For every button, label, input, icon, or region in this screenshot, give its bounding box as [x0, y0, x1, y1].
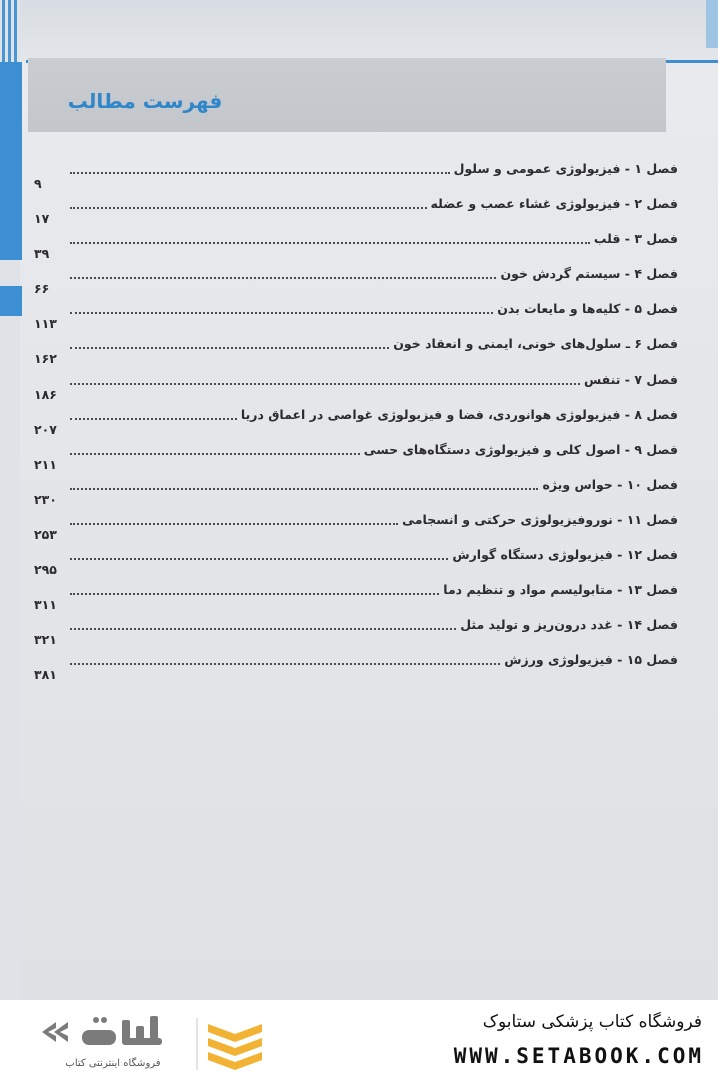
- toc-leader-dots: [70, 418, 237, 420]
- toc-row: [34, 472, 678, 507]
- toc-chapter-title: فصل ۵ - کلیه‌ها و مایعات بدن: [497, 301, 678, 317]
- toc-chapter-title: فصل ۶ ـ سلول‌های خونی، ایمنی و انعقاد خون: [393, 336, 678, 352]
- toc-leader-dots: [70, 628, 456, 630]
- toc-leader-dots: [70, 453, 360, 455]
- toc-leader-dots: [70, 383, 580, 385]
- toc-chapter-title: فصل ۱۱ - نوروفیزیولوژی حرکتی و انسجامی: [402, 511, 678, 527]
- toc-chapter-title: فصل ۳ - قلب: [593, 231, 678, 247]
- toc-chapter-title: فصل ۷ - تنفس: [583, 371, 678, 387]
- toc-row: [34, 367, 678, 402]
- table-of-contents: [34, 156, 678, 682]
- toc-chapter-title: فصل ۹ - اصول کلی و فیزیولوژی دستگاه‌های حسی: [363, 441, 678, 457]
- logo-divider: [196, 1018, 198, 1070]
- toc-row: [34, 226, 678, 261]
- page-title: فهرست مطالب: [67, 89, 223, 113]
- left-stripe: [2, 0, 5, 62]
- toc-page-number: ۶۶: [34, 281, 50, 297]
- toc-row: [34, 261, 678, 296]
- toc-chapter-title: فصل ۱۰ - حواس ویژه: [542, 476, 678, 492]
- toc-page-number: ۲۳۰: [34, 491, 57, 507]
- toc-page-number: ۲۵۳: [34, 526, 57, 542]
- toc-row: [34, 437, 678, 472]
- left-stripe: [14, 0, 17, 62]
- toc-leader-dots: [70, 277, 496, 279]
- toc-page-number: ۳۲۱: [34, 632, 57, 648]
- toc-chapter-title: فصل ۲ - فیزیولوژی غشاء عصب و عضله: [430, 196, 678, 212]
- toc-leader-dots: [70, 172, 450, 174]
- toc-page-number: ۹: [34, 176, 42, 191]
- toc-page-number: ۲۱۱: [34, 456, 57, 472]
- toc-page-number: ۱۸۶: [34, 386, 57, 402]
- store-url[interactable]: WWW.SETABOOK.COM: [453, 1044, 704, 1068]
- toc-page-number: ۱۶۲: [34, 351, 57, 367]
- toc-row: [34, 647, 678, 682]
- toc-page-number: ۳۱۱: [34, 597, 57, 613]
- toc-leader-dots: [70, 488, 538, 490]
- toc-page-number: ۳۹: [34, 246, 50, 262]
- toc-leader-dots: [70, 312, 493, 314]
- book-logo-icon: [204, 1018, 266, 1072]
- toc-row: [34, 507, 678, 542]
- left-stripe: [8, 0, 11, 62]
- toc-row: [34, 296, 678, 331]
- toc-page-number: ۱۷: [34, 211, 50, 227]
- logo-subtitle: فروشگاه اینترنتی کتاب: [65, 1058, 161, 1069]
- toc-leader-dots: [70, 663, 500, 665]
- toc-page-number: ۳۸۱: [34, 667, 57, 683]
- toc-row: [34, 612, 678, 647]
- toc-chapter-title: فصل ۴ - سیستم گردش خون: [500, 266, 678, 282]
- store-name: فروشگاه کتاب پزشکی ستابوک: [482, 1012, 702, 1032]
- setabook-logo-icon: [38, 1012, 178, 1056]
- toc-chapter-title: فصل ۸ - فیزیولوژی هوانوردی، فضا و فیزیولوژی غواصی در اعماق دریا: [240, 406, 678, 422]
- toc-leader-dots: [70, 242, 590, 244]
- toc-page-number: ۱۱۳: [34, 316, 57, 332]
- toc-leader-dots: [70, 523, 398, 525]
- toc-row: [34, 191, 678, 226]
- top-band: [0, 0, 718, 62]
- toc-page-number: ۲۰۷: [34, 421, 57, 437]
- toc-chapter-title: فصل ۱۲ - فیزیولوژی دستگاه گوارش: [452, 547, 678, 563]
- toc-row: [34, 577, 678, 612]
- toc-row: [34, 542, 678, 577]
- toc-row: [34, 156, 678, 191]
- toc-chapter-title: فصل ۱ - فیزیولوژی عمومی و سلول: [453, 161, 678, 176]
- toc-page-number: ۲۹۵: [34, 562, 57, 578]
- toc-leader-dots: [70, 347, 389, 349]
- toc-chapter-title: فصل ۱۳ - متابولیسم مواد و تنظیم دما: [443, 582, 678, 598]
- toc-chapter-title: فصل ۱۵ - فیزیولوژی ورزش: [504, 652, 678, 668]
- toc-leader-dots: [70, 207, 427, 209]
- toc-leader-dots: [70, 558, 448, 560]
- corner-marker: [706, 0, 718, 48]
- toc-row: [34, 402, 678, 437]
- toc-row: [34, 331, 678, 366]
- toc-leader-dots: [70, 593, 439, 595]
- chapter-tab-marker: [0, 62, 22, 260]
- chapter-tab-marker: [0, 286, 22, 316]
- toc-chapter-title: فصل ۱۴ - غدد درون‌ریز و تولید مثل: [460, 617, 678, 633]
